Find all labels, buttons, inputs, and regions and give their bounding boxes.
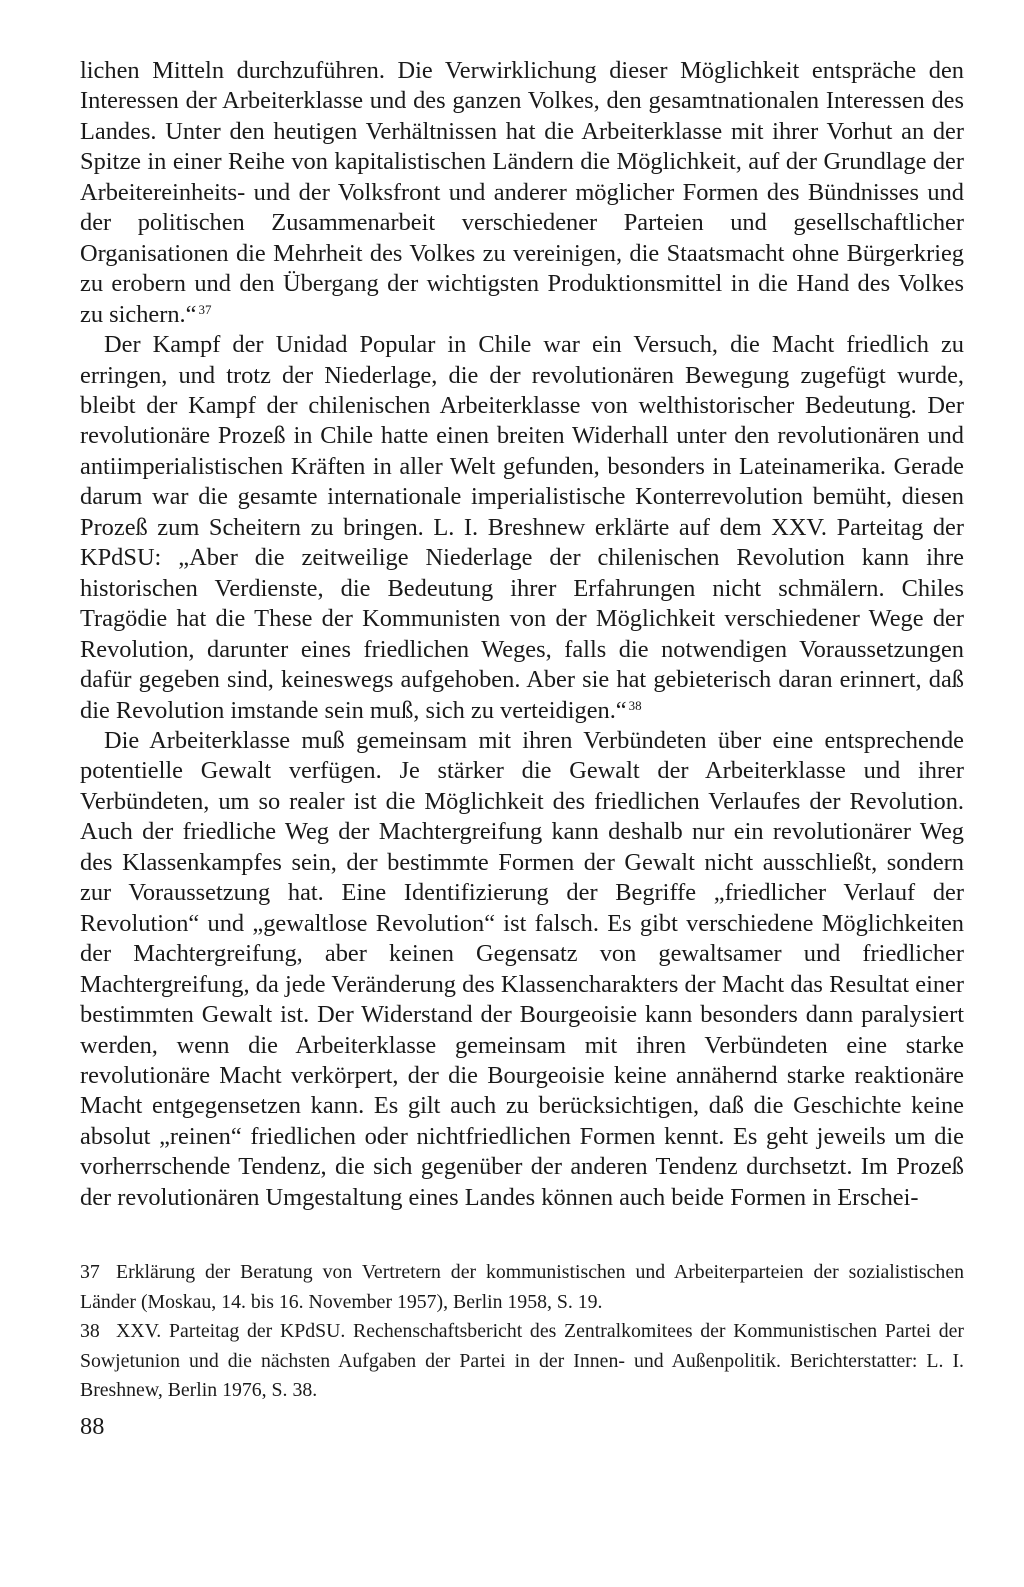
footnote-number: 37 — [80, 1261, 100, 1283]
paragraph-2 — [80, 330, 964, 726]
footnotes — [80, 1258, 964, 1406]
footnote-text: Erklärung der Beratung von Vertretern der kommunistischen und Arbeiterparteien der sozialistischen Länder (Moskau, 14. bis 16. November 1957), Berlin 1958, S. 19. — [80, 1261, 964, 1313]
footnote-38 — [80, 1317, 964, 1406]
paragraph-2-text: Der Kampf der Unidad Popular in Chile war ein Versuch, die Macht friedlich zu erringen, und trotz der Niederlage, die der revolutionären Bewegung zugefügt wurde, bleibt der Kampf der chilenischen Arbeiterklasse von welthistorischer Bedeutung. Der revolutionäre Prozeß in Chile hatte einen breiten Widerhall unter den revolutionären und antiimperialistischen Kräften in aller Welt gefunden, besonders in Lateinamerika. Gerade darum war die gesamte internationale imperialistische Konterrevolution bemüht, diesen Prozeß zum Scheitern zu bringen. L. I. Breshnew erklärte auf dem XXV. Parteitag der KPdSU: „Aber die zeitweilige Niederlage der chilenischen Revolution kann ihre historischen Verdienste, die Bedeutung ihrer Erfahrungen nicht schmälern. Chiles Tragödie hat die These der Kommunisten von der Möglichkeit verschiedener Wege der Revolution, darunter eines friedlichen Weges, falls die notwendigen Voraussetzungen dafür gegeben sind, keineswegs aufgehoben. Aber sie hat gebieterisch daran erinnert, daß die Revolution imstande sein muß, sich zu verteidigen.“ — [80, 331, 964, 724]
body-text — [80, 56, 964, 1213]
page-number: 88 — [80, 1413, 105, 1440]
footnote-ref-37[interactable]: 37 — [198, 302, 212, 318]
footnote-ref-38[interactable]: 38 — [628, 698, 642, 714]
paragraph-3 — [80, 726, 964, 1213]
footnote-number: 38 — [80, 1320, 100, 1342]
paragraph-1-text: lichen Mitteln durchzuführen. Die Verwirklichung dieser Möglichkeit entspräche den Interessen der Arbeiterklasse und des ganzen Volkes, den gesamtnationalen Interessen des Landes. Unter den heutigen Verhältnissen hat die Arbeiterklasse mit ihrer Vorhut an der Spitze in einer Reihe von kapitalistischen Ländern die Möglichkeit, auf der Grundlage der Arbeitereinheits- und der Volksfront und anderer möglicher Formen des Bündnisses und der politischen Zusammenarbeit verschiedener Parteien und gesellschaftlicher Organisationen die Mehrheit des Volkes zu vereinigen, die Staatsmacht ohne Bürgerkrieg zu erobern und den Übergang der wichtigsten Produktionsmittel in die Hand des Volkes zu sichern.“ — [80, 57, 964, 328]
paragraph-1 — [80, 56, 964, 330]
footnote-37 — [80, 1258, 964, 1317]
footnote-text: XXV. Parteitag der KPdSU. Rechenschaftsbericht des Zentralkomitees der Kommunistischen Partei der Sowjetunion und die nächsten Aufgaben der Partei in der Innen- und Außenpolitik. Berichterstatter: L. I. Breshnew, Berlin 1976, S. 38. — [80, 1320, 964, 1401]
page-body — [80, 56, 964, 1213]
paragraph-3-text: Die Arbeiterklasse muß gemeinsam mit ihren Verbündeten über eine entsprechende potentielle Gewalt verfügen. Je stärker die Gewalt der Arbeiterklasse und ihrer Verbündeten, um so realer ist die Möglichkeit des friedlichen Verlaufes der Revolution. Auch der friedliche Weg der Machtergreifung kann deshalb nur ein revolutionärer Weg des Klassenkampfes sein, der bestimmte Formen der Gewalt nicht ausschließt, sondern zur Voraussetzung hat. Eine Identifizierung der Begriffe „friedlicher Verlauf der Revolution“ und „gewaltlose Revolution“ ist falsch. Es gibt verschiedene Möglichkeiten der Machtergreifung, aber keinen Gegensatz von gewaltsamer und friedlicher Machtergreifung, da jede Veränderung des Klassencharakters der Macht das Resultat einer bestimmten Gewalt ist. Der Widerstand der Bourgeoisie kann besonders dann paralysiert werden, wenn die Arbeiterklasse gemeinsam mit ihren Verbündeten eine starke revolutionäre Macht verkörpert, der die Bourgeoisie keine annähernd starke reaktionäre Macht entgegensetzen kann. Es gilt auch zu berücksichtigen, daß die Geschichte keine absolut „reinen“ friedlichen oder nichtfriedlichen Formen kennt. Es geht jeweils um die vorherrschende Tendenz, die sich gegenüber der anderen Tendenz durchsetzt. Im Prozeß der revolutionären Umgestaltung eines Landes können auch beide Formen in Erschei- — [80, 726, 964, 1211]
